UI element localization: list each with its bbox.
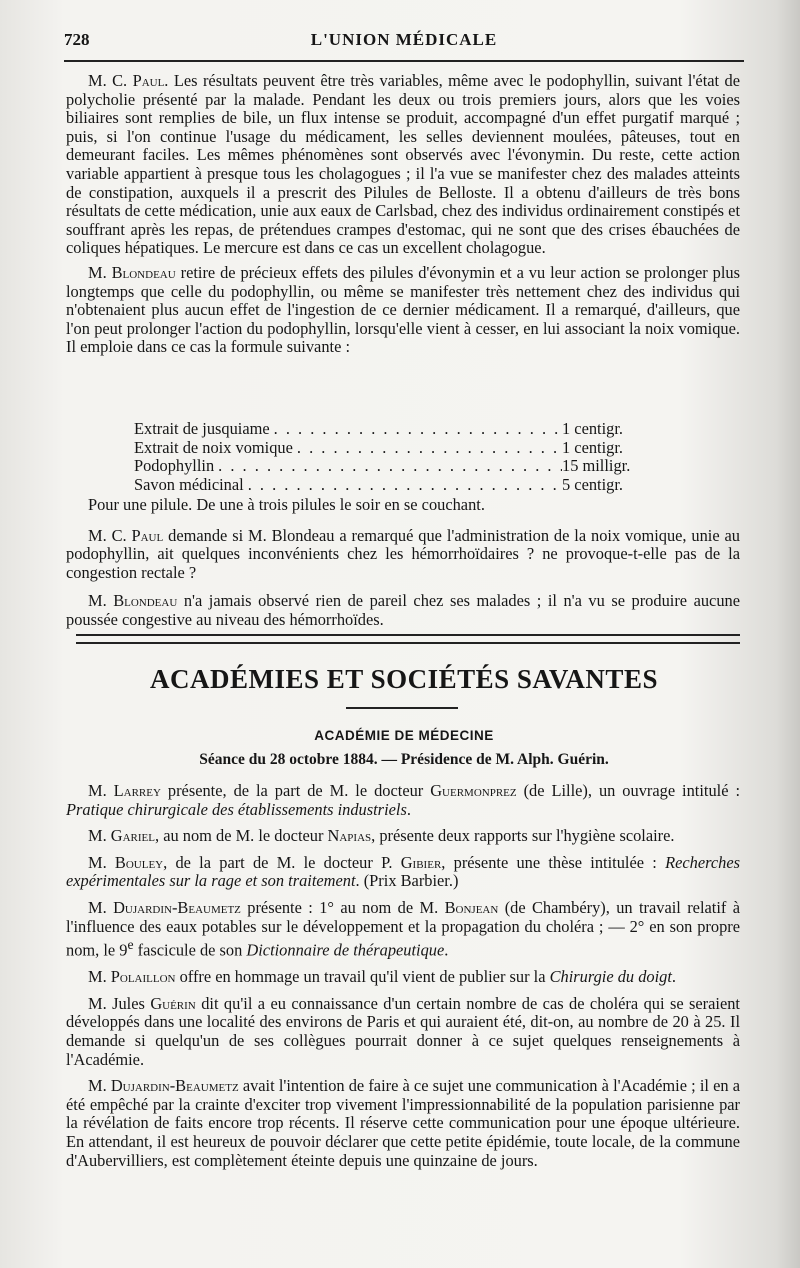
proceedings-paragraph: M. Dujardin-Beaumetz avait l'intention de faire à ce sujet une communication à l'Académie ; il en a été empêché par la crainte d'exciter trop vivement l'impressionnabilité de la population parisienne par la révélation de faits encore trop récents. Il réserve cette communication pour une époque ultérieure. En attendant, il est heureux de pouvoir déclarer que cette petite épidémie, toute locale, de la commune d'Aubervilliers, est complètement éteinte depuis une quinzaine de jours. [66,1076,740,1170]
running-title: L'UNION MÉDICALE [310,30,498,49]
page-number: 728 [64,30,90,49]
proceedings-paragraph: M. Jules Guérin dit qu'il a eu connaissance d'un certain nombre de cas de choléra qui se seraient développés dans une localité des environs de Paris et qui auraient été, dit-on, au nombre de 20 à 25. Il demande si quelqu'un de ses collègues pourrait donner à ce sujet quelques renseignements à l'Académie. [66,993,740,1069]
discussion-block-top [66,72,740,357]
speaker: M. Blondeau [88,591,178,611]
proceedings-paragraph: M. Dujardin-Beaumetz présente : 1° au nom de M. Bonjean (de Chambéry), un travail relatif à l'influence des eaux potables sur le développement et la propagation du choléra ; — 2° en son propre nom, le 9e fascicule de son Dictionnaire de thérapeutique. [66,897,740,960]
paragraph-text: Les résultats peuvent être très variables, même avec le podophyllin, suivant l'état de polycholie présenté par la malade. Pendant les deux ou trois premiers jours, alors que les voies biliaires sont remplies de bile, un flux intense se produit, accompagné d'un effet purgatif marqué ; puis, si l'on continue l'usage du médicament, les selles deviennent moulées, pâteuses, tout en demeurant faciles. Les mêmes phénomènes sont observés avec l'évonymin. Du reste, cette action variable appartient à presque tous les cholagogues ; il l'a vue se manifester chez des malades atteints de constipation, auxquels il a prescrit des Pilules de Belloste. Il a obtenu d'ailleurs de très bons résultats de cette médication, unie aux eaux de Carlsbad, chez des individus ordinairement constipés et souffrant après les repas, de prétendues crampes d'estomac, qui ne sont que des crises ébauchées de coliques hépatiques. Le mercure est dans ce cas un excellent cholagogue. [66,71,741,258]
proceedings-paragraph: M. Bouley, de la part de M. le docteur P. Gibier, présente une thèse intitulée : Recherches expérimentales sur la rage et son traitement. (Prix Barbier.) [66,852,740,891]
title-rule [346,707,458,709]
proceedings-paragraph: M. Gariel, au nom de M. le docteur Napias, présente deux rapports sur l'hygiène scolaire. [88,826,675,846]
formula-row: Podophyllin . . . 15 milligr. [134,457,674,476]
formula-table [134,420,674,494]
paragraph-text: n'a jamais observé rien de pareil chez ses malades ; il n'a vu se produire aucune poussée congestive au niveau des hémorrhoïdes. [66,591,740,629]
paragraph-text: demande si M. Blondeau a remarqué que l'administration de la noix vomique, unie au podophyllin, ait quelques inconvénients chez les hémorrhoïdaires ? ne provoque-t-elle pas de la congestion rectale ? [66,525,741,582]
paragraph-paul-1 [66,72,740,258]
section-title: ACADÉMIES ET SOCIÉTÉS SAVANTES [150,664,658,694]
formula-row: Savon médicinal . . . 5 centigr. [134,476,674,495]
academy-proceedings [66,782,740,1170]
discussion-block-bottom [66,496,740,630]
formula-note: Pour une pilule. De une à trois pilules le soir en se couchant. [88,495,485,514]
speaker: M. C. Paul [88,525,164,545]
proceedings-paragraph: M. Polaillon offre en hommage un travail qu'il vient de publier sur la Chirurgie du doigt. [88,967,677,987]
paragraph-blondeau-1 [66,264,740,357]
seance-line: Séance du 28 octobre 1884. — Présidence de M. Alph. Guérin. [199,751,609,768]
academy-title: ACADÉMIE DE MÉDECINE [314,728,494,743]
formula-row: Extrait de jusquiame . . . 1 centigr. [134,420,674,439]
header-rule [64,60,744,62]
proceedings-paragraph: M. Larrey présente, de la part de M. le docteur Guermonprez (de Lille), un ouvrage intitulé : Pratique chirurgicale des établissements industriels. [66,781,741,819]
paragraph-paul-2 [66,527,740,583]
paragraph-text: retire de précieux effets des pilules d'évonymin et a vu leur action se prolonger plus longtemps que celle du podophyllin, ou même se manifester très nettement chez des individus qui n'obtenaient plus aucun effet de l'ingestion de ce dernier médicament. Il a remarqué, d'ailleurs, que l'on peut prolonger l'action du podophyllin, lorsqu'elle vient à cesser, en lui associant la noix vomique. Il emploie dans ce cas la formule suivante : [66,262,740,357]
running-head [64,30,744,54]
section-divider [76,634,740,644]
speaker: M. C. Paul. [88,71,169,90]
paragraph-blondeau-2 [66,592,740,629]
formula-row: Extrait de noix vomique . . . 1 centigr. [134,439,674,458]
speaker: M. Blondeau [88,262,176,282]
